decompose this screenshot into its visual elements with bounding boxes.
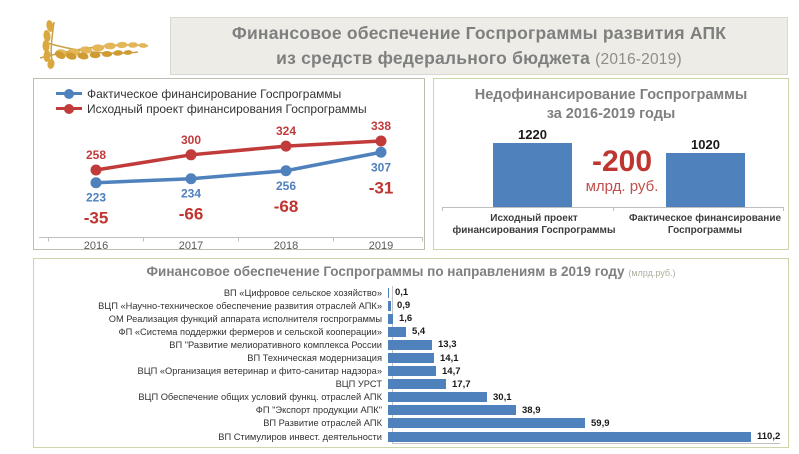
bar-category-label: Фактическое финансирование Госпрограммы: [628, 213, 782, 236]
direction-bar: [388, 432, 751, 442]
underfunding-amount: -200: [591, 145, 653, 178]
direction-bar: [388, 392, 487, 402]
direction-value: 30,1: [493, 391, 512, 403]
bar-actual-financing: [666, 153, 745, 207]
direction-value: 1,6: [399, 313, 413, 325]
direction-bar-zone: [388, 300, 784, 311]
direction-label: ФП "Экспорт продукции АПК": [255, 405, 382, 416]
direction-bar: [388, 353, 434, 363]
series-line: [96, 152, 381, 182]
direction-bar-zone: [388, 313, 784, 324]
direction-value: 17,7: [452, 378, 471, 390]
direction-bar: [388, 314, 393, 324]
directions-chart: [36, 286, 784, 443]
direction-label: ОМ Реализация функций аппарата исполнителя госпрограммы: [108, 313, 382, 324]
axis-tick: [442, 207, 443, 211]
difference-label: -35: [83, 208, 109, 228]
legend-label: Исходный проект финансирования Госпрограммы: [87, 101, 367, 116]
direction-value: 0,9: [397, 300, 411, 312]
x-axis-tick-label: 2018: [273, 240, 299, 250]
direction-bar-zone: [388, 392, 784, 403]
line-chart: [35, 112, 425, 250]
data-label: 338: [370, 119, 392, 134]
bar-original-plan: [493, 143, 572, 207]
data-label: 223: [85, 190, 107, 205]
direction-bar: [388, 327, 406, 337]
legend-label: Фактическое финансирование Госпрограммы: [87, 86, 342, 101]
wheat-image: [10, 12, 158, 76]
data-point: [186, 173, 197, 184]
legend-item: [56, 86, 367, 101]
data-point: [91, 177, 102, 188]
page-title-line2: из средств федерального бюджета (2016-2019): [276, 47, 682, 68]
line-chart-panel: [33, 78, 425, 250]
underfunding-annotation: [572, 147, 672, 197]
direction-label: ВЦП «Научно-техническое обеспечение развития отраслей АПК»: [98, 300, 382, 311]
direction-value: 110,2: [757, 431, 781, 443]
directions-title-unit: (млрд.руб.): [628, 268, 676, 278]
direction-label: ВЦП Обеспечение общих условий функц. отраслей АПК: [138, 392, 382, 403]
data-point: [281, 141, 292, 152]
direction-bar: [388, 418, 585, 428]
direction-row: [36, 365, 784, 378]
data-label: 258: [85, 148, 107, 163]
direction-bar: [388, 379, 446, 389]
direction-value: 5,4: [412, 326, 426, 338]
difference-label: -31: [368, 178, 394, 198]
axis-tick: [783, 207, 784, 211]
axis-tick: [613, 207, 614, 211]
direction-bar: [388, 301, 391, 311]
direction-row: [36, 430, 784, 443]
x-axis-tick-label: 2016: [83, 240, 109, 250]
data-point: [376, 136, 387, 147]
page-title: [170, 17, 788, 75]
direction-bar: [388, 366, 436, 376]
direction-bar-zone: [388, 326, 784, 337]
direction-row: [36, 338, 784, 351]
direction-value: 13,3: [438, 339, 457, 351]
data-label: 307: [370, 160, 392, 175]
data-label: 234: [180, 186, 202, 201]
direction-label: ВП «Цифровое сельское хозяйство»: [223, 287, 382, 298]
data-point: [376, 147, 387, 158]
x-axis-tick-label: 2017: [178, 240, 204, 250]
data-label: 324: [275, 124, 297, 139]
difference-label: -68: [273, 196, 299, 216]
direction-bar: [388, 405, 516, 415]
bar-category-label: Исходный проект финансирования Госпрограммы: [452, 213, 616, 236]
underfunding-panel: [433, 78, 789, 250]
direction-row: [36, 312, 784, 325]
underfunding-title: Недофинансирование Госпрограммы за 2016-2019 годы: [474, 87, 748, 122]
directions-panel: [33, 258, 789, 448]
direction-value: 0,1: [395, 287, 409, 299]
direction-value: 14,1: [440, 352, 459, 364]
direction-label: ВЦП «Организация ветеринар и фито-санитар надзора»: [137, 366, 382, 377]
data-label: 256: [275, 178, 297, 193]
direction-bar-zone: [388, 418, 784, 429]
direction-value: 14,7: [442, 365, 461, 377]
direction-label: ВП "Развитие мелиоративного комплекса России: [169, 339, 382, 350]
difference-label: -66: [178, 204, 204, 224]
data-label: 300: [180, 132, 202, 147]
direction-label: ФП «Система поддержки фермеров и сельской кооперации»: [118, 326, 382, 337]
direction-row: [36, 378, 784, 391]
underfunding-unit: млрд. руб.: [585, 178, 659, 195]
direction-label: ВП Техническая модернизация: [247, 353, 382, 364]
direction-label: ВП Развитие отраслей АПК: [263, 418, 382, 429]
legend-marker-icon: [56, 92, 82, 95]
direction-row: [36, 286, 784, 299]
direction-bar-zone: [388, 339, 784, 350]
direction-row: [36, 351, 784, 364]
direction-bar-zone: [388, 353, 784, 364]
direction-row: [36, 417, 784, 430]
bar-value-label: 1020: [691, 137, 720, 152]
bar-value-label: 1220: [518, 127, 547, 142]
direction-bar-zone: [388, 366, 784, 377]
data-point: [91, 165, 102, 176]
data-point: [281, 165, 292, 176]
directions-title: Финансовое обеспечение Госпрограммы по направлениям в 2019 году (млрд.руб.): [146, 264, 676, 279]
direction-bar: [388, 288, 389, 298]
direction-label: ВЦП УРСТ: [335, 379, 382, 390]
direction-value: 38,9: [522, 404, 541, 416]
direction-row: [36, 391, 784, 404]
direction-value: 59,9: [591, 417, 610, 429]
page-title-years: (2016-2019): [595, 50, 682, 68]
direction-bar-zone: [388, 405, 784, 416]
page-title-line1: Финансовое обеспечение Госпрограммы развития АПК: [231, 22, 727, 43]
direction-label: ВП Стимулиров инвест. деятельности: [218, 431, 382, 442]
direction-bar-zone: [388, 287, 784, 298]
direction-bar: [388, 340, 432, 350]
legend-marker-icon: [56, 107, 82, 110]
direction-bar-zone: [388, 379, 784, 390]
direction-row: [36, 404, 784, 417]
direction-bar-zone: [388, 431, 784, 442]
x-axis-line: [392, 443, 780, 444]
data-point: [186, 149, 197, 160]
series-line: [96, 141, 381, 170]
direction-row: [36, 325, 784, 338]
direction-row: [36, 299, 784, 312]
x-axis-tick-label: 2019: [368, 240, 394, 250]
